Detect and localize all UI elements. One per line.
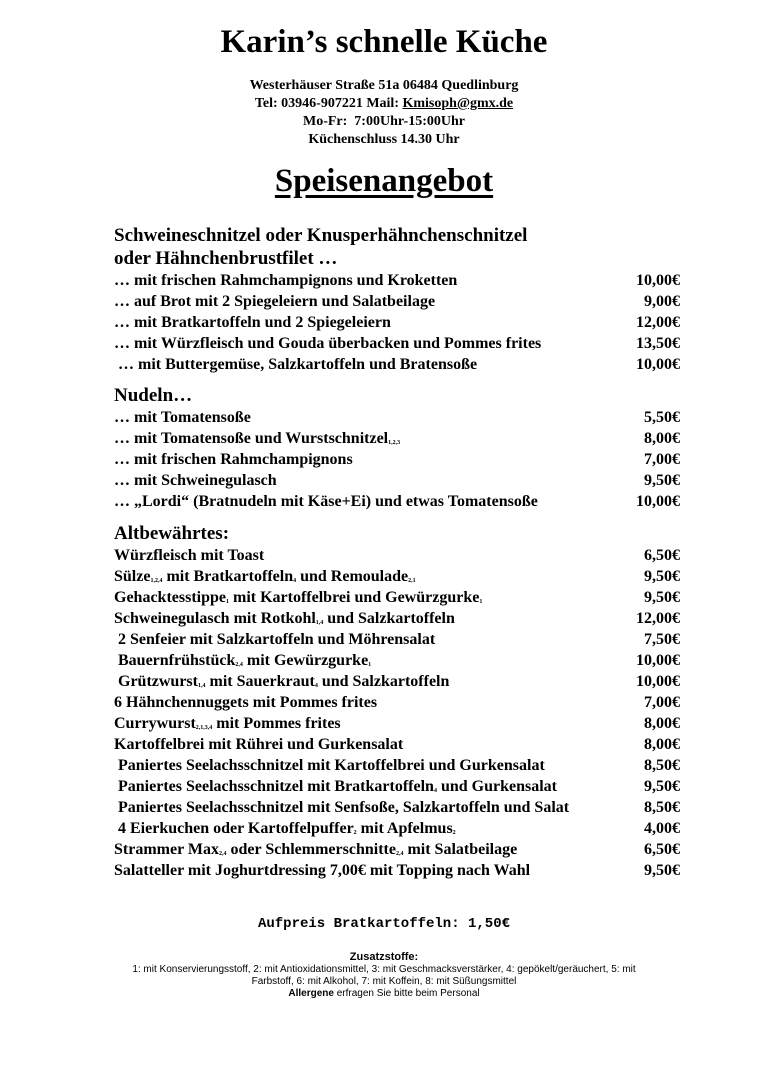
menu-item-row [114, 776, 680, 797]
menu-item-row [114, 545, 680, 566]
menu-item-row [114, 587, 680, 608]
menu-item-text: … mit Buttergemüse, Salzkartoffeln und Bratensoße [114, 356, 478, 373]
menu-item-text: … mit Schweinegulasch [114, 472, 277, 489]
menu-item-name [114, 470, 277, 491]
menu-item-price: 10,00€ [636, 493, 680, 510]
menu-item-price: 9,50€ [644, 472, 680, 489]
menu-item-text: Grützwurst [114, 673, 198, 690]
menu-item-row [114, 470, 680, 491]
menu-item-text: … auf Brot mit 2 Spiegeleiern und Salatbeilage [114, 293, 436, 310]
menu-item-price: 10,00€ [636, 652, 680, 669]
menu-item-row [114, 407, 680, 428]
menu-item-name [114, 734, 403, 755]
menu-item-row [114, 713, 680, 734]
menu-item-price: 7,50€ [644, 631, 680, 648]
menu-item-row [114, 428, 680, 449]
menu-item-text: mit Kartoffelbrei und Gewürzgurke [229, 589, 480, 606]
menu-item-price: 9,50€ [644, 568, 680, 585]
menu-item-price: 9,50€ [644, 778, 680, 795]
menu-item-row [114, 312, 680, 333]
menu-item-name [114, 354, 477, 375]
menu-item-text: und Salzkartoffeln [323, 610, 455, 627]
menu-item-text: Gehacktesstippe [114, 589, 226, 606]
menu-item-price: 12,00€ [636, 610, 680, 627]
menu-item-name [114, 333, 541, 354]
phone-text: Tel: 03946-907221 Mail: [254, 96, 403, 111]
menu-item-text: … mit frischen Rahmchampignons und Kroketten [114, 272, 458, 289]
allergen-label: Allergene [288, 988, 334, 999]
menu-item-row [114, 650, 680, 671]
menu-item-text: Schweinegulasch mit Rotkohl [114, 610, 316, 627]
menu-item-text: oder Schlemmerschnitte [226, 841, 396, 858]
menu-item-price: 10,00€ [636, 272, 680, 289]
additive-index: 2,1 [408, 578, 416, 584]
additive-index: 2 [452, 830, 456, 836]
menu-item-text: Paniertes Seelachsschnitzel mit Bratkartoffeln [114, 778, 434, 795]
menu-item-name [114, 270, 457, 291]
menu-headline: Speisenangebot [274, 163, 494, 199]
additives-line-1: 1: mit Konservierungsstoff, 2: mit Antioxidationsmittel, 3: mit Geschmacksverstärker, 4: gepökelt/geräuchert, 5: mit [132, 964, 636, 975]
menu-item-row [114, 839, 680, 860]
menu-item-row [114, 818, 680, 839]
kitchen-closing: Küchenschluss 14.30 Uhr [308, 132, 460, 147]
menu-item-name [114, 545, 264, 566]
menu-item-price: 6,50€ [644, 841, 680, 858]
additive-index: 4 [433, 788, 437, 794]
menu-item-price: 5,50€ [644, 409, 680, 426]
menu-item-name [114, 449, 353, 470]
menu-item-row [114, 608, 680, 629]
menu-item-row [114, 755, 680, 776]
additive-index: 4 [293, 578, 297, 584]
restaurant-title: Karin’s schnelle Küche [220, 24, 548, 60]
additives-heading: Zusatzstoffe: [349, 951, 419, 963]
additive-index: 1,2,3 [388, 440, 401, 446]
menu-item-name [114, 291, 435, 312]
menu-item-price: 9,50€ [644, 589, 680, 606]
menu-item-text: 2 Senfeier mit Salzkartoffeln und Möhrensalat [114, 631, 436, 648]
menu-item-row [114, 629, 680, 650]
allergen-text: erfragen Sie bitte beim Personal [333, 988, 480, 999]
menu-item-text: und Remoulade [296, 568, 409, 585]
menu-item-name [114, 797, 569, 818]
menu-item-price: 8,00€ [644, 736, 680, 753]
additive-index: 1 [226, 599, 229, 605]
menu-item-row [114, 860, 680, 881]
menu-item-text: Paniertes Seelachsschnitzel mit Senfsoße, Salzkartoffeln und Salat [114, 799, 570, 816]
menu-item-name [114, 755, 545, 776]
menu-item-name [114, 629, 435, 650]
menu-item-text: Paniertes Seelachsschnitzel mit Kartoffelbrei und Gurkensalat [114, 757, 545, 774]
menu-item-text: … mit frischen Rahmchampignons [114, 451, 353, 468]
menu-item-text: mit Pommes frites [212, 715, 341, 732]
menu-item-text: … mit Tomatensoße [114, 409, 251, 426]
menu-item-text: Kartoffelbrei mit Rührei und Gurkensalat [114, 736, 404, 753]
menu-item-text: … „Lordi“ (Bratnudeln mit Käse+Ei) und etwas Tomatensoße [114, 493, 538, 510]
menu-item-text: … mit Bratkartoffeln und 2 Spiegeleiern [114, 314, 391, 331]
menu-item-price: 4,00€ [644, 820, 680, 837]
menu-item-name [114, 692, 377, 713]
menu-item-name [114, 491, 538, 512]
menu-item-text: Currywurst [114, 715, 196, 732]
menu-item-row [114, 291, 680, 312]
menu-item-name [114, 860, 530, 881]
additive-index: 1,2,4 [150, 578, 163, 584]
menu-item-text: Salatteller mit Joghurtdressing 7,00€ mit Topping nach Wahl [114, 862, 531, 879]
menu-item-text: Strammer Max [114, 841, 219, 858]
menu-item-row [114, 566, 680, 587]
menu-item-text: mit Gewürzgurke [242, 652, 369, 669]
menu-item-text: … mit Würzfleisch und Gouda überbacken und Pommes frites [114, 335, 542, 352]
altbewaehrtes-list [114, 545, 680, 881]
additives-block [110, 950, 658, 1000]
menu-item-text: Bauernfrühstück [114, 652, 236, 669]
menu-item-price: 13,50€ [636, 335, 680, 352]
menu-item-text: Würzfleisch mit Toast [114, 547, 265, 564]
nudeln-heading: Nudeln… [114, 385, 193, 406]
additive-index: 2,4 [395, 851, 404, 857]
menu-item-price: 7,00€ [644, 451, 680, 468]
menu-body [114, 224, 680, 881]
street-address: Westerhäuser Straße 51a 06484 Quedlinburg [249, 78, 519, 93]
menu-item-price: 6,50€ [644, 547, 680, 564]
additive-index: 1 [368, 662, 372, 668]
menu-item-price: 12,00€ [636, 314, 680, 331]
opening-hours: Mo-Fr: 7:00Uhr-15:00Uhr [303, 114, 465, 129]
menu-item-text: mit Sauerkraut [205, 673, 315, 690]
additive-index: 2,4 [235, 662, 243, 668]
menu-item-row [114, 797, 680, 818]
menu-item-text: und Salzkartoffeln [317, 673, 450, 690]
menu-item-price: 9,00€ [644, 293, 680, 310]
menu-item-text: Sülze [114, 568, 151, 585]
menu-item-text: und Gurkensalat [436, 778, 557, 795]
allergen-note [110, 988, 658, 1000]
menu-item-row [114, 491, 680, 512]
menu-item-price: 8,00€ [644, 715, 680, 732]
menu-item-row [114, 333, 680, 354]
additive-index: 4 [314, 683, 318, 689]
menu-item-price: 7,00€ [644, 694, 680, 711]
menu-item-text: 6 Hähnchennuggets mit Pommes frites [114, 694, 378, 711]
additive-index: 2,4 [219, 851, 227, 857]
schnitzel-heading-2: oder Hähnchenbrustfilet … [114, 248, 338, 269]
menu-item-row [114, 270, 680, 291]
menu-item-name [114, 312, 391, 333]
menu-item-price: 9,50€ [644, 862, 680, 879]
menu-item-text: … mit Tomatensoße und Wurstschnitzel [114, 430, 389, 447]
menu-item-row [114, 354, 680, 375]
additive-index: 1 [479, 599, 483, 605]
altbewaehrtes-heading: Altbewährtes: [114, 523, 230, 544]
menu-item-row [114, 671, 680, 692]
additive-index: 2,1,3,4 [195, 725, 213, 731]
menu-item-price: 10,00€ [636, 673, 680, 690]
menu-item-price: 8,00€ [644, 430, 680, 447]
menu-item-name [114, 407, 251, 428]
menu-item-text: mit Apfelmus [356, 820, 453, 837]
email-link[interactable]: Kmisoph@gmx.de [402, 96, 514, 111]
contact-line [0, 95, 768, 113]
additives-line-2: Farbstoff, 6: mit Alkohol, 7: mit Koffein, 8: mit Süßungsmittel [251, 976, 517, 987]
menu-item-price: 10,00€ [636, 356, 680, 373]
schnitzel-heading-1: Schweineschnitzel oder Knusperhähnchenschnitzel [114, 225, 528, 246]
menu-item-text: 4 Eierkuchen oder Kartoffelpuffer [114, 820, 354, 837]
menu-item-price: 8,50€ [644, 757, 680, 774]
additive-index: 1,4 [315, 620, 324, 626]
schnitzel-list [114, 270, 680, 375]
menu-item-row [114, 734, 680, 755]
nudeln-list [114, 407, 680, 512]
additive-index: 2 [353, 830, 357, 836]
address-block [0, 77, 768, 149]
menu-item-text: mit Bratkartoffeln [162, 568, 294, 585]
additive-index: 1,4 [197, 683, 206, 689]
surcharge-note: Aufpreis Bratkartoffeln: 1,50€ [257, 916, 511, 932]
menu-item-text: mit Salatbeilage [403, 841, 518, 858]
menu-item-price: 8,50€ [644, 799, 680, 816]
